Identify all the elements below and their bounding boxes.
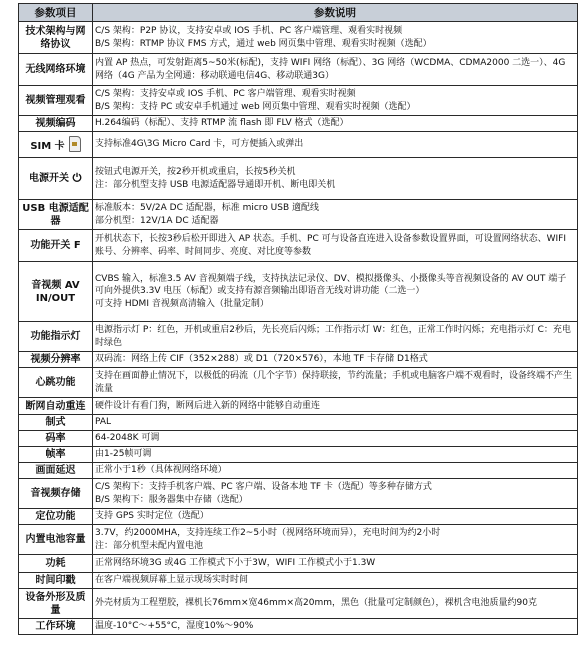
table-row xyxy=(19,573,578,589)
desc-line: H.264编码（标配）、支持 RTMP 流 flash 即 FLV 格式（选配） xyxy=(95,118,349,129)
desc-line: C/S 架构：P2P 协议，支持安卓或 IOS 手机、PC 客户端管理、观看实时视频 xyxy=(95,26,403,37)
table-row xyxy=(19,368,578,398)
row-label: 设备外形及质量 xyxy=(19,589,93,619)
row-label: 视频管理观看 xyxy=(19,86,93,116)
row-desc xyxy=(93,86,578,116)
table-row xyxy=(19,589,578,619)
desc-line: 标准版本：5V/2A DC 适配器，标准 micro USB 適配线 xyxy=(95,203,320,214)
row-label xyxy=(19,132,93,158)
row-desc xyxy=(93,22,578,54)
desc-line: 开机状态下，长按3秒后松开即进入 AP 状态。手机、PC 可与设备直连进入设备参数设置界面，可设置网络状态、WIFI 账号、分辨率、码率、时间同步、亮度、对比度等参数 xyxy=(95,234,566,257)
row-desc xyxy=(93,54,578,86)
table-row xyxy=(19,398,578,415)
table-row xyxy=(19,22,578,54)
desc-line: 支持标准4G\3G Micro Card 卡，可方便插入或弹出 xyxy=(95,139,304,150)
desc-line: 双码流：网络上传 CIF（352×288）或 D1（720×576），本地 TF 卡存储 D1格式 xyxy=(95,354,428,365)
row-desc xyxy=(93,525,578,555)
power-icon xyxy=(72,172,82,182)
header-param-desc: 参数说明 xyxy=(93,4,578,22)
desc-line: 注：部分机型支持 USB 电源适配器导通即开机、断电即关机 xyxy=(95,179,336,190)
table-row xyxy=(19,463,578,479)
row-label: 无线网络环境 xyxy=(19,54,93,86)
row-desc xyxy=(93,230,578,262)
table-row xyxy=(19,555,578,573)
desc-line: 正常小于1秒（具体视网络环境） xyxy=(95,465,227,476)
desc-line: 内置 AP 热点，可发射距离5~50米(标配)，支持 WIFI 网络（标配）、3G 网络（WCDMA、CDMA2000 二选一）、4G 网络（4G 产品为全网通：移动联通电信4G、移动联通3G） xyxy=(95,58,566,81)
desc-line: 在客户端视频屏幕上显示现场实时时间 xyxy=(95,575,249,586)
table-row xyxy=(19,322,578,352)
desc-line: 部分机型：12V/1A DC 适配器 xyxy=(95,215,219,226)
row-label: 心跳功能 xyxy=(19,368,93,398)
sim-card-icon xyxy=(69,136,81,152)
row-desc xyxy=(93,573,578,589)
desc-line: 可向外提供3.3V 电压（标配）或支持有源音频输出即语音无线对讲功能（二选一） xyxy=(95,286,425,297)
row-label: 音视频存储 xyxy=(19,479,93,509)
row-desc xyxy=(93,463,578,479)
row-label: 断网自动重连 xyxy=(19,398,93,415)
desc-line: 硬件设计有看门狗，断网后进入新的网络中能够自动重连 xyxy=(95,400,321,411)
desc-line: 3.7V，约2000MHA，支持连续工作2~5小时（视网络环境而异），充电时间为约2小时 xyxy=(95,528,441,539)
row-label: 定位功能 xyxy=(19,509,93,525)
row-label: 内置电池容量 xyxy=(19,525,93,555)
row-label: 视频分辨率 xyxy=(19,352,93,368)
row-desc xyxy=(93,398,578,415)
row-label: 技术架构与网络协议 xyxy=(19,22,93,54)
row-label: 视频编码 xyxy=(19,116,93,132)
row-label: 工作环境 xyxy=(19,619,93,635)
power-label: 电源开关 xyxy=(29,173,69,184)
desc-line: 外壳材质为工程塑胶，裸机长76mm×宽46mm×高20mm，黑色（批量可定制颜色），裸机含电池质量约90克 xyxy=(95,598,537,609)
table-row xyxy=(19,262,578,322)
row-label: 功能指示灯 xyxy=(19,322,93,352)
table-row xyxy=(19,116,578,132)
desc-line: B/S 架构：支持 PC 或安卓手机通过 web 网页集中管理、观看实时视频（选配） xyxy=(95,101,416,112)
row-desc xyxy=(93,555,578,573)
row-desc xyxy=(93,352,578,368)
row-label: 画面延迟 xyxy=(19,463,93,479)
table-row xyxy=(19,230,578,262)
row-desc xyxy=(93,447,578,463)
desc-line: 64-2048K 可调 xyxy=(95,433,160,444)
table-row xyxy=(19,447,578,463)
row-desc xyxy=(93,431,578,447)
row-desc xyxy=(93,322,578,352)
desc-line: 按钮式电源开关，按2秒开机或重启，长按5秒关机 xyxy=(95,167,296,178)
table-row xyxy=(19,200,578,230)
row-desc xyxy=(93,479,578,509)
row-label: 码率 xyxy=(19,431,93,447)
desc-line: 注：部分机型未配内置电池 xyxy=(95,540,204,551)
row-desc xyxy=(93,116,578,132)
desc-line: 可支持 HDMI 音视频高清输入（批量定制） xyxy=(95,298,269,309)
row-desc xyxy=(93,509,578,525)
desc-line: PAL xyxy=(95,417,112,428)
row-label: USB 电源适配器 xyxy=(19,200,93,230)
table-row xyxy=(19,54,578,86)
table-row xyxy=(19,509,578,525)
row-desc xyxy=(93,158,578,200)
table-row xyxy=(19,352,578,368)
desc-line: B/S 架构下：服务器集中存储（选配） xyxy=(95,494,248,505)
row-label: 功耗 xyxy=(19,555,93,573)
table-row xyxy=(19,479,578,509)
table-row xyxy=(19,132,578,158)
row-desc xyxy=(93,368,578,398)
desc-line: 正常网络环境3G 或4G 工作模式下小于3W，WIFI 工作模式小于1.3W xyxy=(95,558,376,569)
table-row xyxy=(19,619,578,635)
sim-label: SIM 卡 xyxy=(30,141,65,152)
table-row xyxy=(19,525,578,555)
table-row xyxy=(19,415,578,431)
desc-line: 温度-10°C～+55°C，湿度10%～90% xyxy=(95,621,254,632)
table-header-row xyxy=(19,4,578,22)
desc-line: 电源指示灯 P：红色，开机或重启2秒后，先长亮后闪烁；工作指示灯 W：红色，正常工作时闪烁；充电指示灯 C：充电时绿色 xyxy=(95,325,571,348)
row-desc xyxy=(93,589,578,619)
desc-line: 支持 GPS 实时定位（选配） xyxy=(95,511,209,522)
row-desc xyxy=(93,200,578,230)
desc-line: 支持在画面静止情况下，以极低的码流（几个字节）保持联接，节约流量；手机或电脑客户端不观看时，设备终端不产生流量 xyxy=(95,371,573,394)
row-label: 帧率 xyxy=(19,447,93,463)
row-label: 音视频 AV IN/OUT xyxy=(19,262,93,322)
row-label: 时间印戳 xyxy=(19,573,93,589)
table-row xyxy=(19,86,578,116)
table-row xyxy=(19,158,578,200)
desc-line: CVBS 输入，标准3.5 AV 音视频端子线，支持执法记录仪、DV、模拟摄像头、小摄像头等音视频设备的 AV OUT 端子 xyxy=(95,274,567,285)
header-param-item: 参数项目 xyxy=(19,4,93,22)
row-label xyxy=(19,158,93,200)
desc-line: 由1-25帧可调 xyxy=(95,449,152,460)
desc-line: C/S 架构：支持安卓或 IOS 手机、PC 客户端管理、观看实时视频 xyxy=(95,89,356,100)
row-desc xyxy=(93,619,578,635)
table-row xyxy=(19,431,578,447)
row-desc xyxy=(93,415,578,431)
row-label: 功能开关 F xyxy=(19,230,93,262)
row-label: 制式 xyxy=(19,415,93,431)
row-desc xyxy=(93,262,578,322)
spec-table xyxy=(18,3,578,635)
desc-line: C/S 架构下：支持手机客户端、PC 客户端、设备本地 TF 卡（选配）等多种存储方式 xyxy=(95,482,432,493)
desc-line: B/S 架构：RTMP 协议 FMS 方式，通过 web 网页集中管理、观看实时视频（选配） xyxy=(95,38,432,49)
row-desc xyxy=(93,132,578,158)
